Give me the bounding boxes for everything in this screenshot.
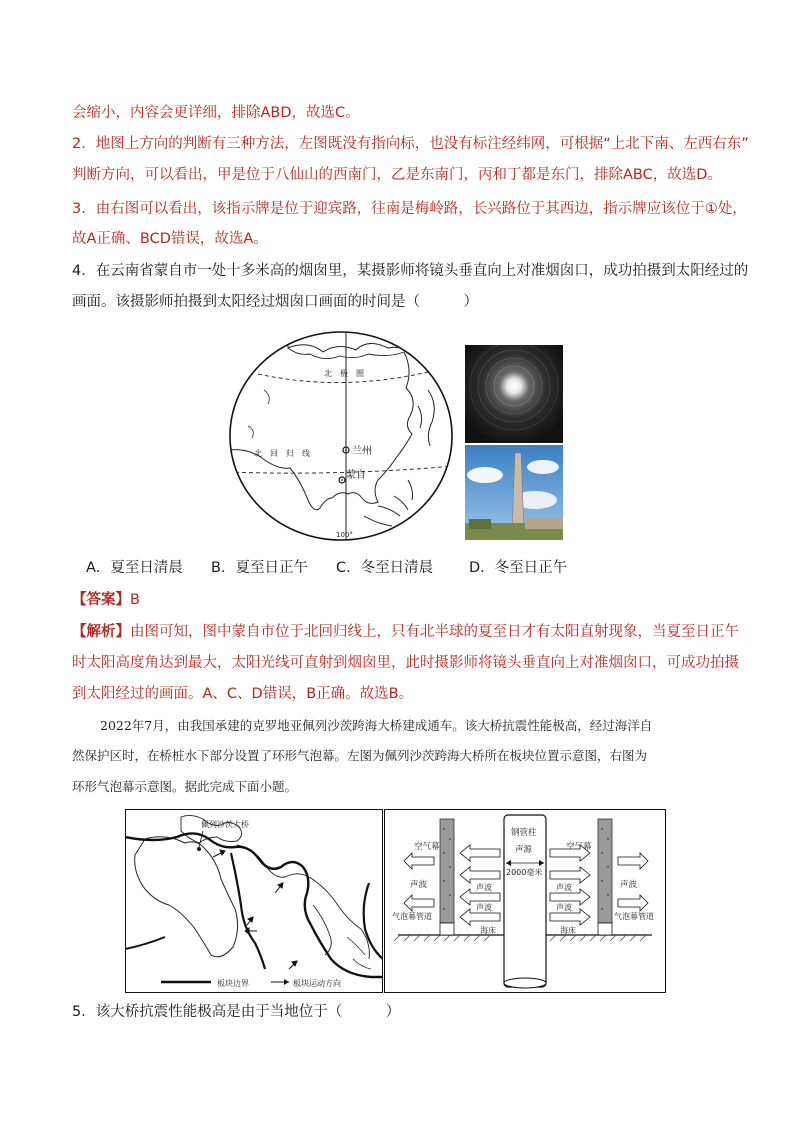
air-curtain-right — [598, 819, 612, 923]
analysis-q2-line-1: 2．地图上方向的判断有三种方法，左图既没有指向标，也没有标注经纬网，可根据“上北下南、左西右东” — [72, 136, 749, 152]
analysis-line-3: 到太阳经过的画面。A、C、D错误，B正确。故选B。 — [72, 686, 414, 702]
tropic-label: 北 回 归 线 — [254, 449, 310, 458]
analysis-line-1 — [72, 621, 739, 643]
source-label: 声源 — [515, 845, 533, 855]
mengzi-label: 蒙自 — [346, 470, 366, 481]
inner-wave-right-label-1: 声波 — [556, 883, 572, 892]
question-4-line-2: 画面。该摄影师拍摄到太阳经过烟囱口画面的时间是（ ） — [72, 294, 478, 310]
seabed-left-label: 海床 — [480, 926, 496, 935]
answer-tag: 【答案】 — [72, 592, 130, 608]
pipe-left-label: 气泡幕管道 — [392, 912, 432, 921]
option-b: B．夏至日正午 — [211, 560, 308, 576]
option-d: D．冬至日正午 — [469, 560, 568, 576]
globe-outline — [230, 332, 452, 540]
meridian-label: 100° — [336, 531, 353, 539]
passage-line-2: 然保护区时，在桥桩水下部分设置了环形气泡幕。左图为佩列沙茨跨海大桥所在板块位置示意图，右图为 — [72, 748, 648, 763]
air-curtain-left — [440, 819, 454, 923]
analysis-prev-line-1: 会缩小，内容会更详细，排除ABD，故选C。 — [72, 105, 360, 121]
option-a: A．夏至日清晨 — [86, 560, 183, 576]
pillar-label: 钢管柱 — [511, 828, 537, 838]
legend-boundary-label: 板块边界 — [217, 979, 249, 988]
passage-line-1: 2022年7月，由我国承建的克罗地亚佩列沙茨跨海大桥建成通车。该大桥抗震性能极高，经过海洋自 — [100, 718, 653, 733]
inner-wave-left-label-2: 声波 — [476, 903, 492, 912]
bubble-curtain-diagram — [384, 809, 666, 993]
analysis-line-2: 时太阳高度角达到最大，太阳光线可直射到烟囱里，此时摄影师将镜头垂直向上对准烟囱口，可成功拍摄 — [72, 655, 739, 671]
distance-label: 2000毫米 — [506, 868, 543, 877]
inner-wave-left-label-1: 声波 — [476, 883, 492, 892]
legend-direction-label: 板块运动方向 — [293, 979, 341, 988]
passage-line-3: 环形气泡幕示意图。据此完成下面小题。 — [72, 779, 298, 794]
bridge-label: 佩列沙茨大桥 — [201, 820, 249, 829]
option-c: C．冬至日清晨 — [336, 560, 434, 576]
question-4-line-1: 4．在云南省蒙自市一处十多米高的烟囱里，某摄影师将镜头垂直向上对准烟囱口，成功拍摄到太阳经过的 — [72, 263, 749, 279]
outer-wave-right-label: 声波 — [620, 880, 638, 890]
analysis-text-1: 由图可知，图中蒙自市位于北回归线上，只有北半球的夏至日才有太阳直射现象，当夏至日正午 — [130, 624, 739, 640]
question-5: 5．该大桥抗震性能极高是由于当地位于（ ） — [72, 1004, 401, 1020]
lanzhou-label: 兰州 — [352, 446, 372, 457]
pipe-right-label: 气泡幕管道 — [614, 912, 654, 921]
chimney-inside-photo — [465, 345, 563, 443]
steel-pillar — [504, 815, 546, 987]
seabed-right-label: 海床 — [560, 926, 576, 935]
answer-value: B — [130, 592, 140, 608]
outer-wave-left-label: 声波 — [410, 880, 428, 890]
inner-wave-right-label-2: 声波 — [556, 903, 572, 912]
analysis-q3-line-2: 故A正确、BCD错误，故选A。 — [72, 231, 268, 247]
globe-map-figure — [228, 330, 454, 542]
analysis-q2-line-2: 判断方向，可以看出，甲是位于八仙山的西南门，乙是东南门，丙和丁都是东门，排除ABC，故选D。 — [72, 167, 722, 183]
air-curtain-right-label: 空气幕 — [566, 842, 592, 852]
plate-boundary-map — [125, 809, 383, 993]
arctic-circle-label: 北 极 圈 — [324, 369, 364, 378]
analysis-q3-line-1: 3．由右图可以看出，该指示牌是位于迎宾路，往南是梅岭路，长兴路位于其西边，指示牌应该位于①处， — [72, 201, 747, 217]
analysis-tag: 【解析】 — [72, 624, 130, 640]
chimney-outside-photo — [465, 445, 563, 540]
air-curtain-left-label: 空气幕 — [414, 842, 440, 852]
answer-line — [72, 589, 140, 611]
